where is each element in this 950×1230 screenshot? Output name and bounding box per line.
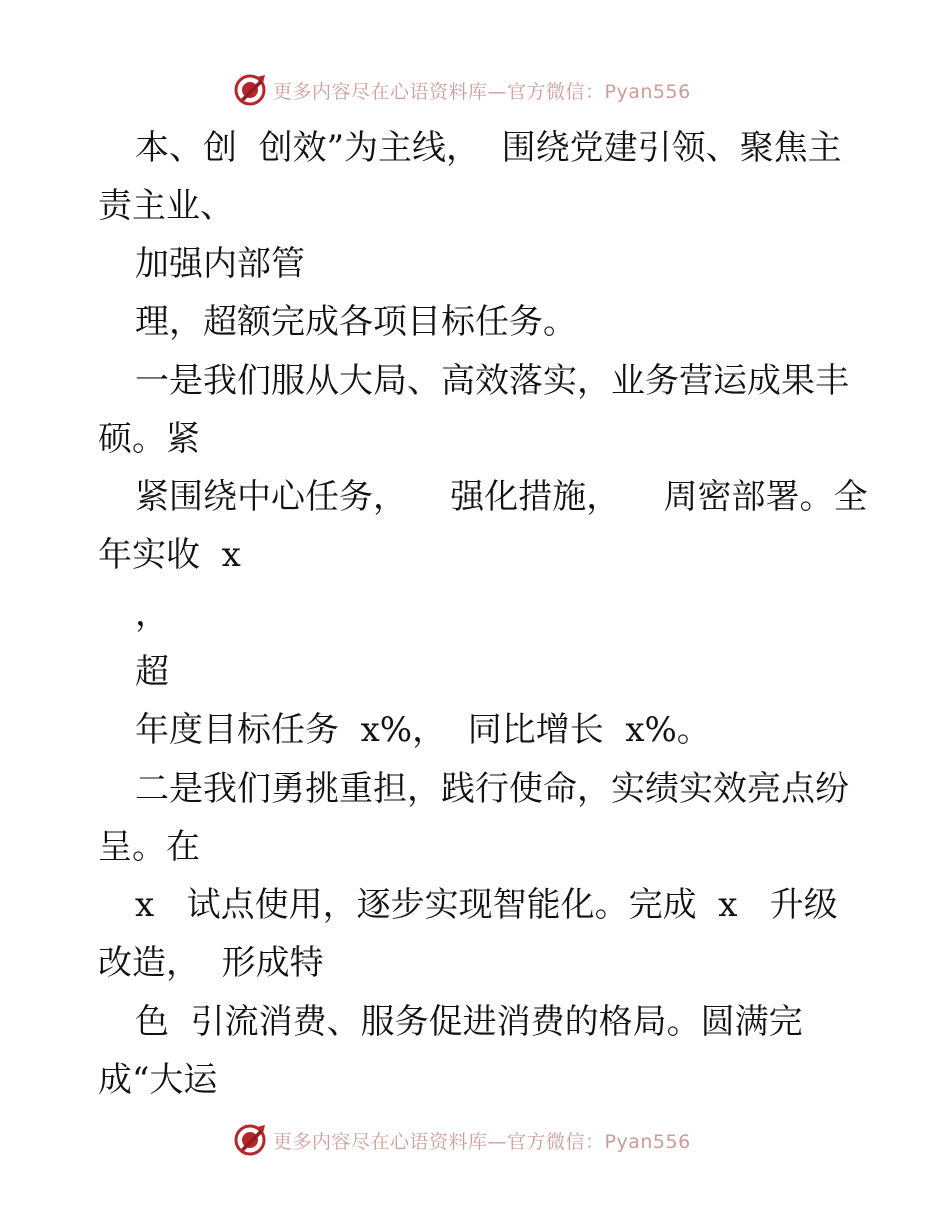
- body-line: 硕。紧: [98, 419, 200, 459]
- body-line: 年度目标任务 x%， 同比增长 x%。: [135, 710, 711, 750]
- body-line: ，: [135, 594, 169, 634]
- body-line: 超: [135, 652, 169, 692]
- body-line: 责主业、: [98, 186, 234, 226]
- footer-banner-text: 更多内容尽在心语资料库—官方微信：Pyan556: [273, 1130, 691, 1153]
- body-line: 二是我们勇挑重担，践行使命，实绩实效亮点纷: [135, 769, 849, 809]
- body-line: 本、创 创效”为主线， 围绕党建引领、聚焦主: [135, 128, 842, 168]
- header-banner-text: 更多内容尽在心语资料库—官方微信：Pyan556: [273, 80, 691, 103]
- body-line: 年实收 x: [98, 535, 241, 575]
- footer-watermark: [233, 1122, 691, 1158]
- body-line: 加强内部管: [135, 244, 305, 284]
- body-line: 一是我们服从大局、高效落实，业务营运成果丰: [135, 361, 849, 401]
- red-quill-seal-icon: [233, 73, 267, 107]
- body-line: 呈。在: [98, 827, 200, 867]
- body-line: 理，超额完成各项目标任务。: [135, 302, 577, 342]
- body-line: x 试点使用，逐步实现智能化。完成 x 升级: [135, 885, 838, 925]
- red-quill-seal-icon: [233, 1123, 267, 1157]
- body-line: 成“大运: [98, 1060, 218, 1100]
- header-watermark: [233, 72, 691, 108]
- body-line: 紧围绕中心任务， 强化措施， 周密部署。全: [135, 477, 868, 517]
- body-line: 色 引流消费、服务促进消费的格局。圆满完: [135, 1002, 803, 1042]
- body-line: 改造， 形成特: [98, 943, 324, 983]
